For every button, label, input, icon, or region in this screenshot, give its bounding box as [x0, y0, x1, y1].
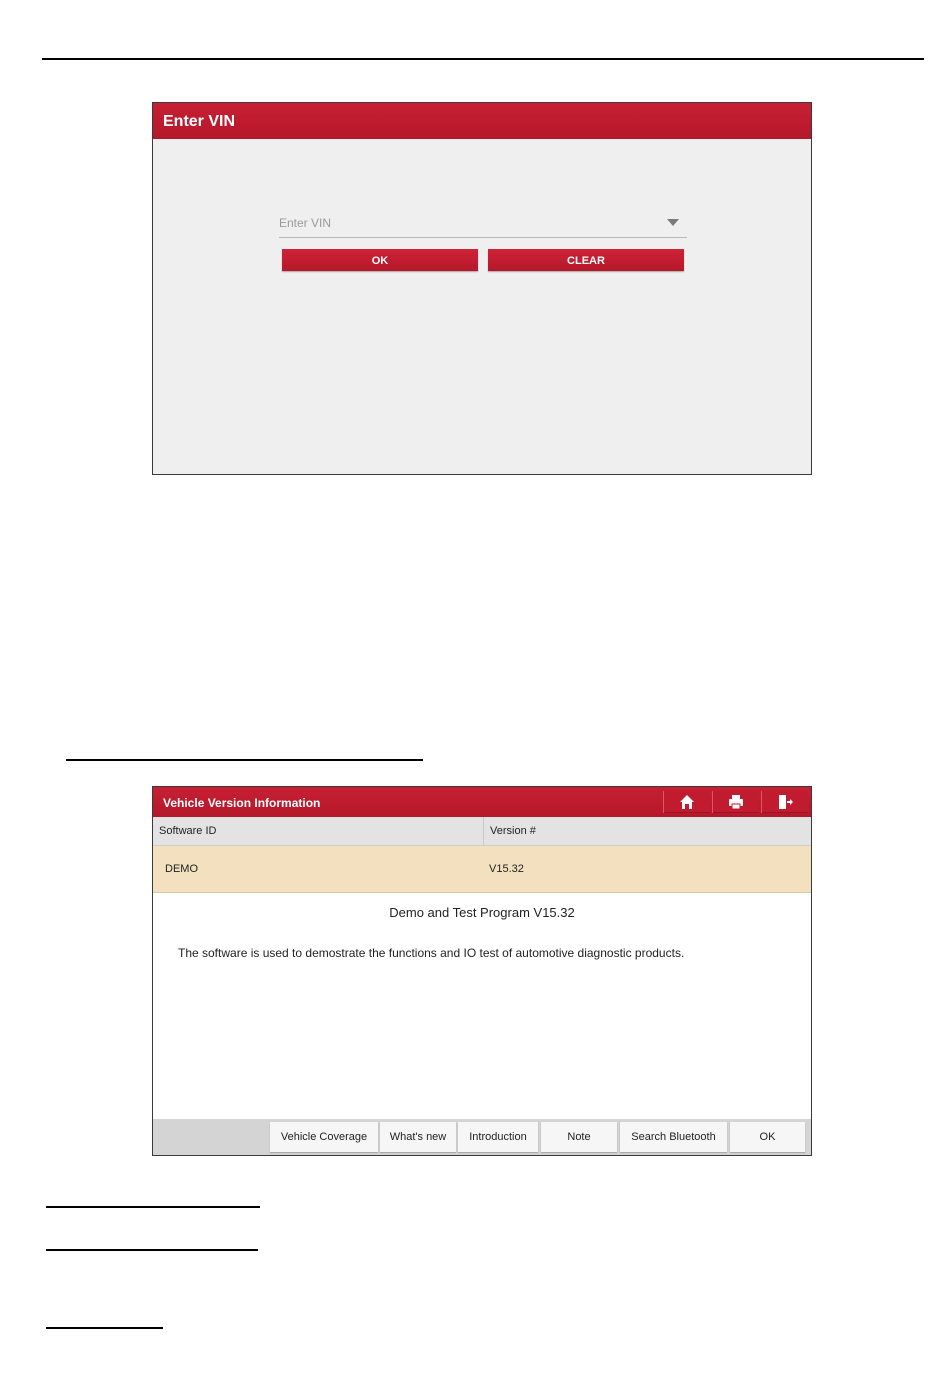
program-title: Demo and Test Program V15.32: [389, 905, 575, 920]
home-button[interactable]: [663, 791, 710, 813]
home-icon: [679, 794, 695, 810]
section-divider: [46, 1249, 258, 1251]
vehicle-version-header: [153, 787, 811, 817]
vin-ok-button[interactable]: OK: [282, 249, 478, 271]
vehicle-version-screen: [152, 786, 812, 1156]
footer-toolbar: [153, 1119, 811, 1155]
print-icon: [728, 794, 744, 810]
introduction-button[interactable]: Introduction: [458, 1122, 538, 1152]
whats-new-button[interactable]: What's new: [380, 1122, 456, 1152]
chevron-down-icon[interactable]: [667, 219, 679, 226]
enter-vin-title: Enter VIN: [153, 103, 811, 139]
software-id-cell: DEMO: [165, 863, 198, 875]
ok-button[interactable]: OK: [730, 1122, 805, 1152]
version-cell: V15.32: [489, 863, 524, 875]
section-divider: [46, 1327, 163, 1329]
table-row[interactable]: [153, 846, 811, 893]
vehicle-coverage-button[interactable]: Vehicle Coverage: [270, 1122, 378, 1152]
section-divider: [66, 759, 423, 761]
print-button[interactable]: [712, 791, 759, 813]
column-header-software-id: Software ID: [159, 825, 217, 837]
vehicle-version-title: Vehicle Version Information: [163, 796, 321, 810]
search-bluetooth-button[interactable]: Search Bluetooth: [620, 1122, 727, 1152]
vin-clear-button[interactable]: CLEAR: [488, 249, 684, 271]
vin-input[interactable]: [279, 211, 649, 235]
vin-input-group: [279, 211, 687, 238]
top-divider: [42, 58, 924, 60]
exit-icon: [777, 794, 793, 810]
section-divider: [46, 1206, 260, 1208]
table-header: [153, 817, 811, 846]
program-description: The software is used to demostrate the functions and IO test of automotive diagnostic products.: [178, 946, 685, 960]
enter-vin-screen: [152, 102, 812, 475]
exit-button[interactable]: [761, 791, 808, 813]
note-button[interactable]: Note: [541, 1122, 617, 1152]
column-header-version: Version #: [483, 817, 536, 845]
